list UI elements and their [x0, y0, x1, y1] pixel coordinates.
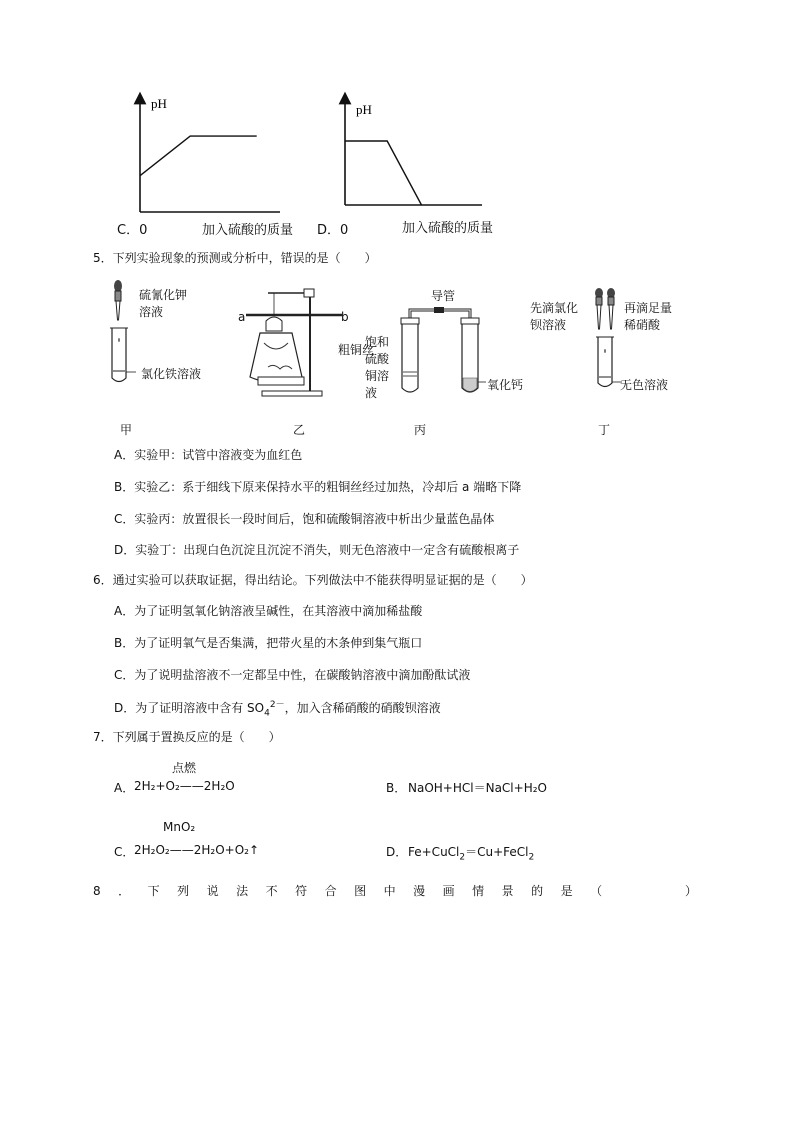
q6-option-d — [114, 697, 441, 718]
yi-label-a: a — [238, 310, 246, 324]
q7-c-equation: 2H₂O₂——2H₂O+O₂↑ — [134, 843, 260, 857]
q7-d-label: D． — [386, 845, 408, 859]
ding-caption: 丁 — [598, 423, 611, 437]
q6-option-a: A．为了证明氢氧化钠溶液呈碱性，在其溶液中滴加稀盐酸 — [114, 604, 423, 618]
dropper-right-icon — [607, 288, 615, 329]
ding-bottom-label: 无色溶液 — [620, 378, 669, 392]
q5-option-b: B．实验乙：系于细线下原来保持水平的粗铜丝经过加热，冷却后 a 端略下降 — [114, 480, 522, 494]
graph-d-xlabel: 加入硫酸的质量 — [402, 221, 494, 236]
alcohol-lamp-icon — [250, 317, 304, 385]
q7-d-equation — [408, 843, 534, 862]
yi-caption: 乙 — [293, 423, 306, 437]
ding-right-line2: 稀硝酸 — [624, 318, 661, 332]
q7-c-condition: MnO₂ — [163, 820, 196, 834]
figure-jia-apparatus — [108, 278, 138, 390]
q7-stem: 7．下列属于置换反应的是（ ） — [93, 730, 281, 744]
test-tube-icon — [110, 328, 136, 382]
bing-left-line4: 液 — [365, 386, 378, 400]
test-tube-right-icon — [461, 318, 486, 392]
graph-c — [105, 88, 285, 218]
q7-d-eq-sub1: 2 — [459, 852, 466, 863]
q7-d-eq-part2: ＝Cu+FeCl — [465, 845, 529, 859]
figure-yi-apparatus — [234, 283, 354, 403]
q7-b-equation: NaOH+HCl＝NaCl+H₂O — [408, 781, 547, 795]
yi-wire-label: 粗铜丝 — [338, 343, 375, 357]
ding-left-line2: 钡溶液 — [530, 318, 567, 332]
bing-right-label: 氧化钙 — [487, 378, 524, 392]
q5-option-d: D．实验丁：出现白色沉淀且沉淀不消失，则无色溶液中一定含有硫酸根离子 — [114, 543, 520, 557]
q5-stem: 5．下列实验现象的预测或分析中，错误的是（ ） — [93, 251, 377, 265]
bing-left-line3: 铜溶 — [365, 369, 390, 383]
q7-b-label: B． — [386, 781, 407, 795]
figure-bing-apparatus — [396, 300, 491, 400]
q7-c-label: C． — [114, 845, 135, 859]
graph-c-series-line — [140, 136, 257, 176]
bing-left-line1: 饱和 — [365, 335, 390, 349]
q8-paren-close: ） — [685, 884, 698, 898]
yi-label-b: b — [341, 310, 349, 324]
q7-a-condition: 点燃 — [172, 761, 197, 775]
ding-right-line1: 再滴足量 — [624, 301, 673, 315]
dropper-icon — [114, 280, 122, 320]
graph-c-origin: 0 — [139, 223, 148, 238]
ding-left-line1: 先滴氯化 — [530, 301, 579, 315]
q8-stem: 8．下列说法不符合图中漫画情景的是（ — [93, 884, 620, 898]
q7-d-eq-sub2: 2 — [528, 852, 535, 863]
q6-option-c: C．为了说明盐溶液不一定都呈中性，在碳酸钠溶液中滴加酚酞试液 — [114, 668, 471, 682]
q6-option-d-sup: 2－ — [269, 700, 285, 710]
graph-d-origin: 0 — [340, 223, 349, 238]
graph-c-option — [117, 219, 147, 238]
jia-caption: 甲 — [120, 423, 133, 437]
q5-option-a: A．实验甲：试管中溶液变为血红色 — [114, 448, 303, 462]
jia-reagent-top-line1: 硫氰化钾 — [139, 288, 188, 302]
q6-option-b: B．为了证明氧气是否集满，把带火星的木条伸到集气瓶口 — [114, 636, 423, 650]
jia-reagent-top-line2: 溶液 — [139, 305, 164, 319]
q7-d-eq-part1: Fe+CuCl — [408, 845, 460, 859]
q7-a-equation: 2H₂+O₂——2H₂O — [134, 779, 235, 793]
jia-reagent-bottom: 氯化铁溶液 — [141, 367, 202, 381]
bing-tube-label: 导管 — [431, 289, 456, 303]
q7-a-label: A． — [114, 781, 135, 795]
graph-d-option-label: D． — [317, 223, 341, 238]
graph-c-option-label: C． — [117, 223, 140, 238]
q6-option-d-sub: 4 — [264, 708, 270, 719]
dropper-left-icon — [595, 288, 603, 329]
graph-c-ylabel: pH — [151, 96, 167, 111]
bing-left-line2: 硫酸 — [365, 352, 390, 366]
q6-stem: 6．通过实验可以获取证据，得出结论。下列做法中不能获得明显证据的是（ ） — [93, 573, 533, 587]
q6-option-d-after: ，加入含稀硝酸的硝酸钡溶液 — [284, 701, 441, 715]
bing-caption: 丙 — [414, 423, 427, 437]
graph-c-xlabel: 加入硫酸的质量 — [202, 223, 294, 238]
q5-option-c: C．实验丙：放置很长一段时间后，饱和硫酸铜溶液中析出少量蓝色晶体 — [114, 512, 495, 526]
test-tube-icon — [596, 337, 622, 387]
q6-option-d-before: D．为了证明溶液中含有 SO — [114, 701, 265, 715]
graph-d-option — [317, 219, 348, 238]
test-tube-left-icon — [401, 318, 419, 392]
graph-d-series-line — [345, 141, 422, 205]
graph-d-ylabel: pH — [356, 102, 372, 117]
graph-d — [310, 88, 490, 218]
